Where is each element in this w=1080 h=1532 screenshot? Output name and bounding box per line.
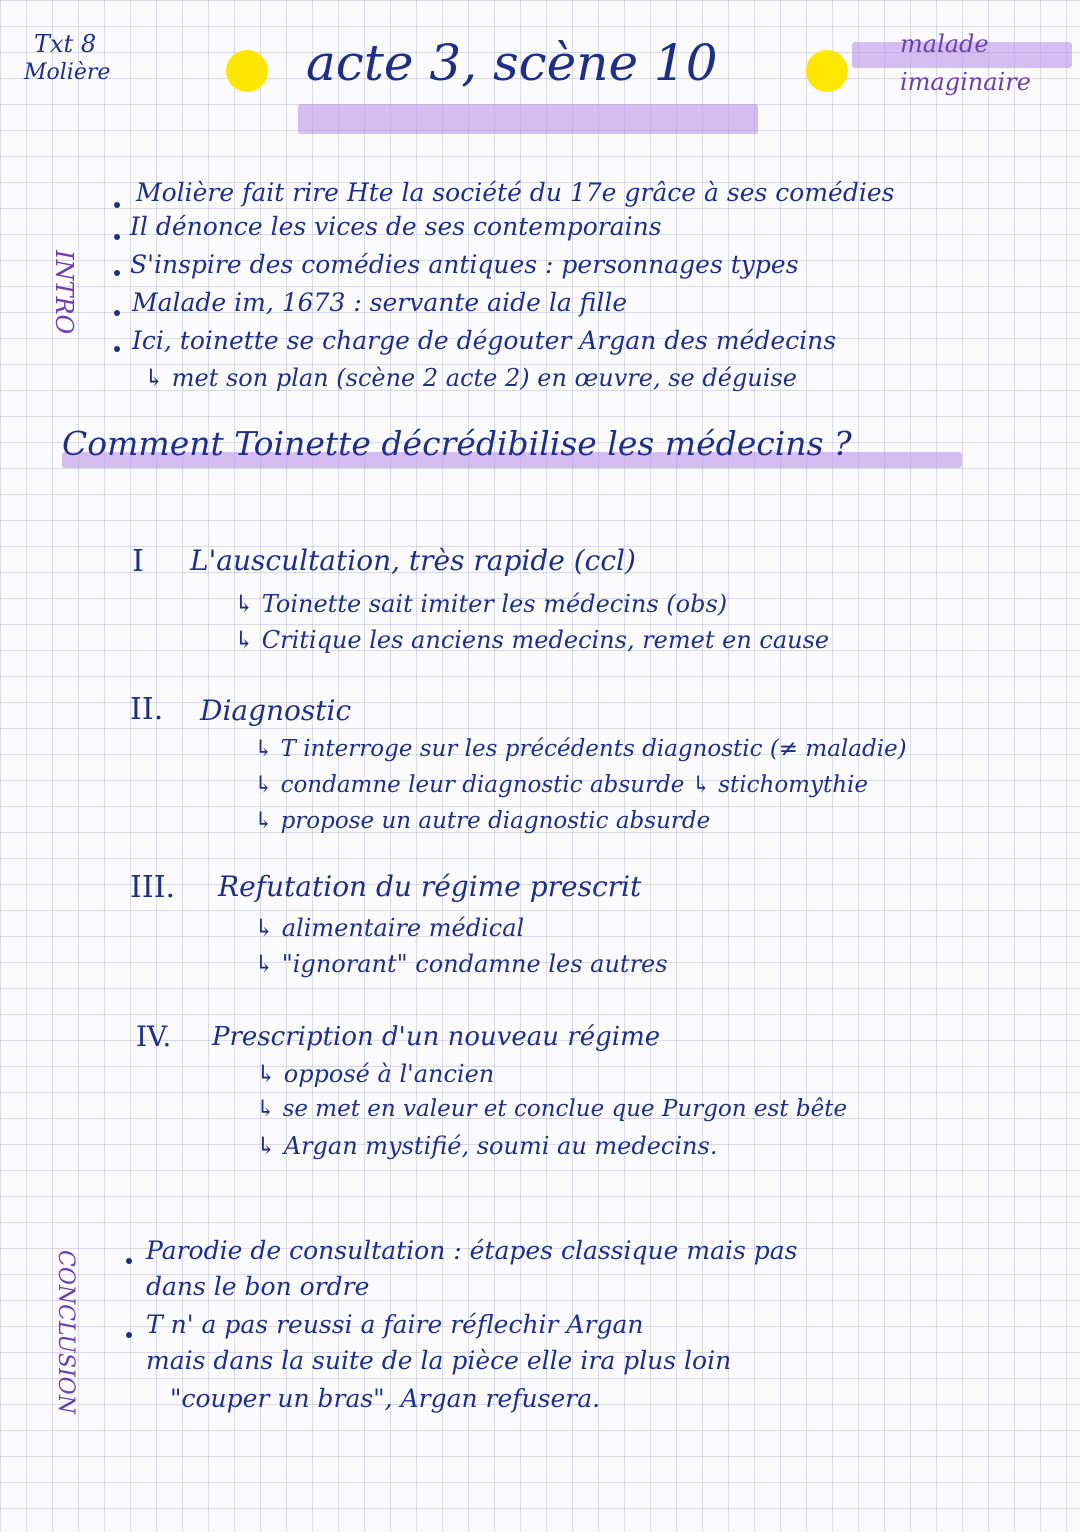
intro-line: Il dénonce les vices de ses contemporains [130,212,662,241]
bullet [114,202,120,208]
intro-line: Molière fait rire Hte la société du 17e grâce à ses comédies [136,178,895,207]
part-sub: ↳ opposé à l'ancien [256,1060,495,1088]
part-numeral: IV. [136,1020,172,1053]
part-numeral: III. [130,870,176,905]
conclusion-line: "couper un bras", Argan refusera. [170,1384,601,1413]
page-title: acte 3, scène 10 [306,34,718,92]
yellow-dot-left [226,50,268,92]
part-sub: ↳ Critique les anciens medecins, remet en cause [234,626,830,654]
part-heading: L'auscultation, très rapide (ccl) [190,544,636,577]
conclusion-line: dans le bon ordre [146,1272,370,1301]
yellow-dot-right [806,50,848,92]
author-label: Molière [24,60,111,85]
intro-line: Ici, toinette se charge de dégouter Argan des médecins [132,326,837,355]
intro-line: Malade im, 1673 : servante aide la fille [132,288,628,317]
play-title-line1: malade [900,30,989,58]
part-sub: ↳ propose un autre diagnostic absurde [254,808,711,834]
part-sub: ↳ "ignorant" condamne les autres [254,950,668,978]
part-sub: ↳ Argan mystifié, soumi au medecins. [256,1132,718,1160]
bullet [114,270,120,276]
bullet [114,346,120,352]
title-highlight [298,104,758,134]
course-label: Txt 8 [34,30,97,58]
conclusion-line: T n' a pas reussi a faire réflechir Argan [146,1310,644,1339]
conclusion-line: mais dans la suite de la pièce elle ira plus loin [146,1346,732,1375]
part-sub: ↳ alimentaire médical [254,914,525,942]
part-heading: Prescription d'un nouveau régime [212,1022,661,1052]
conclusion-side-label: CONCLUSION [53,1250,78,1414]
bullet [114,310,120,316]
play-title-line2: imaginaire [900,68,1031,96]
part-heading: Refutation du régime prescrit [218,870,642,903]
bullet [126,1332,132,1338]
problem-question: Comment Toinette décrédibilise les médecins ? [62,424,852,463]
bullet [126,1258,132,1264]
part-sub: ↳ se met en valeur et conclue que Purgon est bête [256,1096,848,1122]
part-sub: ↳ Toinette sait imiter les médecins (obs) [234,590,728,618]
part-heading: Diagnostic [200,694,352,727]
intro-side-label: INTRO [50,250,78,335]
part-numeral: II. [130,692,164,727]
intro-line: S'inspire des comédies antiques : personnages types [130,250,799,279]
conclusion-line: Parodie de consultation : étapes classique mais pas [146,1236,798,1265]
bullet [114,234,120,240]
part-numeral: I [132,544,144,579]
part-sub: ↳ T interroge sur les précédents diagnostic (≠ maladie) [254,736,907,762]
part-sub: ↳ condamne leur diagnostic absurde ↳ stichomythie [254,772,869,798]
intro-line: ↳ met son plan (scène 2 acte 2) en œuvre, se déguise [144,364,797,392]
